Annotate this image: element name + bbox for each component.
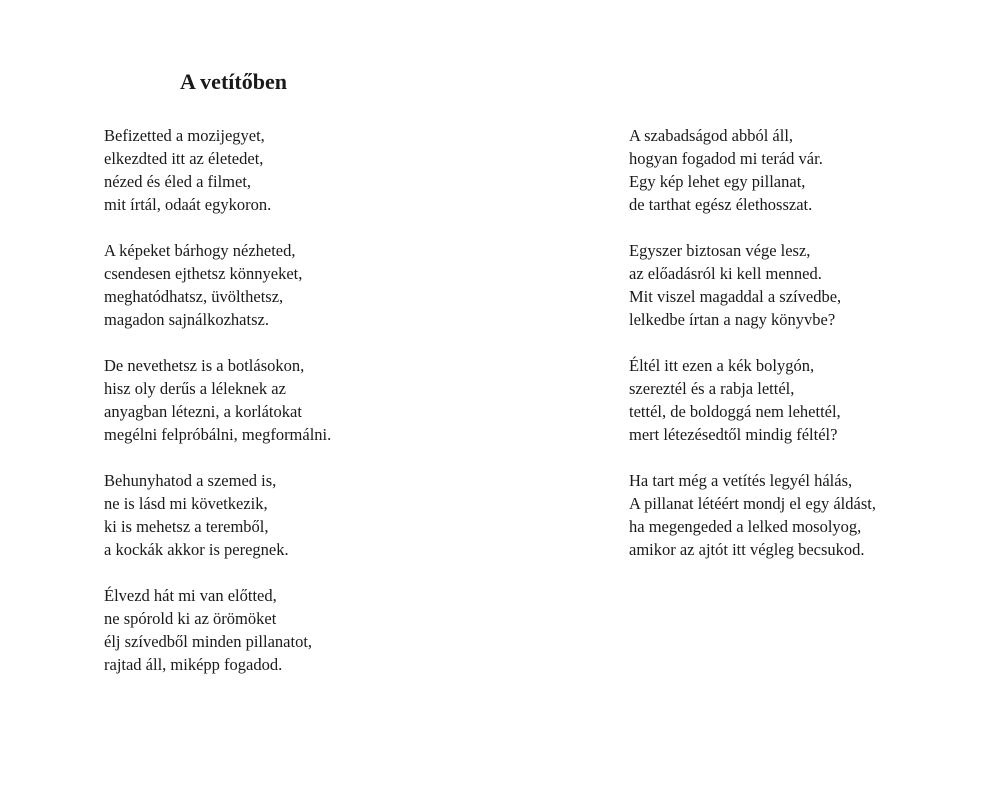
poem-line: magadon sajnálkozhatsz. <box>104 310 269 329</box>
poem-line: amikor az ajtót itt végleg becsukod. <box>629 540 865 559</box>
stanza <box>104 239 524 331</box>
stanza <box>104 124 524 216</box>
poem-line: Egy kép lehet egy pillanat, <box>629 172 806 191</box>
stanza <box>104 584 524 676</box>
poem-line: rajtad áll, miképp fogadod. <box>104 655 283 674</box>
poem-line: Befizetted a mozijegyet, <box>104 126 265 145</box>
poem-line: Mit viszel magaddal a szívedbe, <box>629 287 842 306</box>
poem-line: ki is mehetsz a teremből, <box>104 517 269 536</box>
poem-line: Éltél itt ezen a kék bolygón, <box>629 356 815 375</box>
poem-line: A képeket bárhogy nézheted, <box>104 241 296 260</box>
poem-line: Élvezd hát mi van előtted, <box>104 586 277 605</box>
poem-line: szereztél és a rabja lettél, <box>629 379 795 398</box>
left-column <box>104 124 524 699</box>
poem-line: meghatódhatsz, üvölthetsz, <box>104 287 284 306</box>
stanza <box>629 469 989 561</box>
stanza <box>104 354 524 446</box>
poem-line: Ha tart még a vetítés legyél hálás, <box>629 471 853 490</box>
stanza <box>629 124 989 216</box>
poem-line: megélni felpróbálni, megformálni. <box>104 425 332 444</box>
poem-line: ne spórold ki az örömöket <box>104 609 277 628</box>
poem-line: A szabadságod abból áll, <box>629 126 794 145</box>
poem-line: a kockák akkor is peregnek. <box>104 540 289 559</box>
poem-line: anyagban létezni, a korlátokat <box>104 402 302 421</box>
poem-line: az előadásról ki kell menned. <box>629 264 822 283</box>
poem-line: lelkedbe írtan a nagy könyvbe? <box>629 310 836 329</box>
poem-line: élj szívedből minden pillanatot, <box>104 632 313 651</box>
poem-title: A vetítőben <box>180 69 287 94</box>
poem-line: nézed és éled a filmet, <box>104 172 252 191</box>
poem-line: elkezdted itt az életedet, <box>104 149 264 168</box>
poem-line: A pillanat létéért mondj el egy áldást, <box>629 494 876 513</box>
poem-line: ne is lásd mi következik, <box>104 494 268 513</box>
poem-line: csendesen ejthetsz könnyeket, <box>104 264 303 283</box>
poem-line: mert létezésedtől mindig féltél? <box>629 425 838 444</box>
poem-line: hisz oly derűs a léleknek az <box>104 379 286 398</box>
poem-line: ha megengeded a lelked mosolyog, <box>629 517 862 536</box>
poem-line: mit írtál, odaát egykoron. <box>104 195 272 214</box>
poem-line: Egyszer biztosan vége lesz, <box>629 241 811 260</box>
poem-line: Behunyhatod a szemed is, <box>104 471 277 490</box>
stanza <box>629 239 989 331</box>
stanza <box>629 354 989 446</box>
stanza <box>104 469 524 561</box>
poem-line: De nevethetsz is a botlásokon, <box>104 356 305 375</box>
poem-line: hogyan fogadod mi terád vár. <box>629 149 823 168</box>
right-column <box>629 124 989 584</box>
poem-line: tettél, de boldoggá nem lehettél, <box>629 402 841 421</box>
poem-line: de tarthat egész élethosszat. <box>629 195 813 214</box>
